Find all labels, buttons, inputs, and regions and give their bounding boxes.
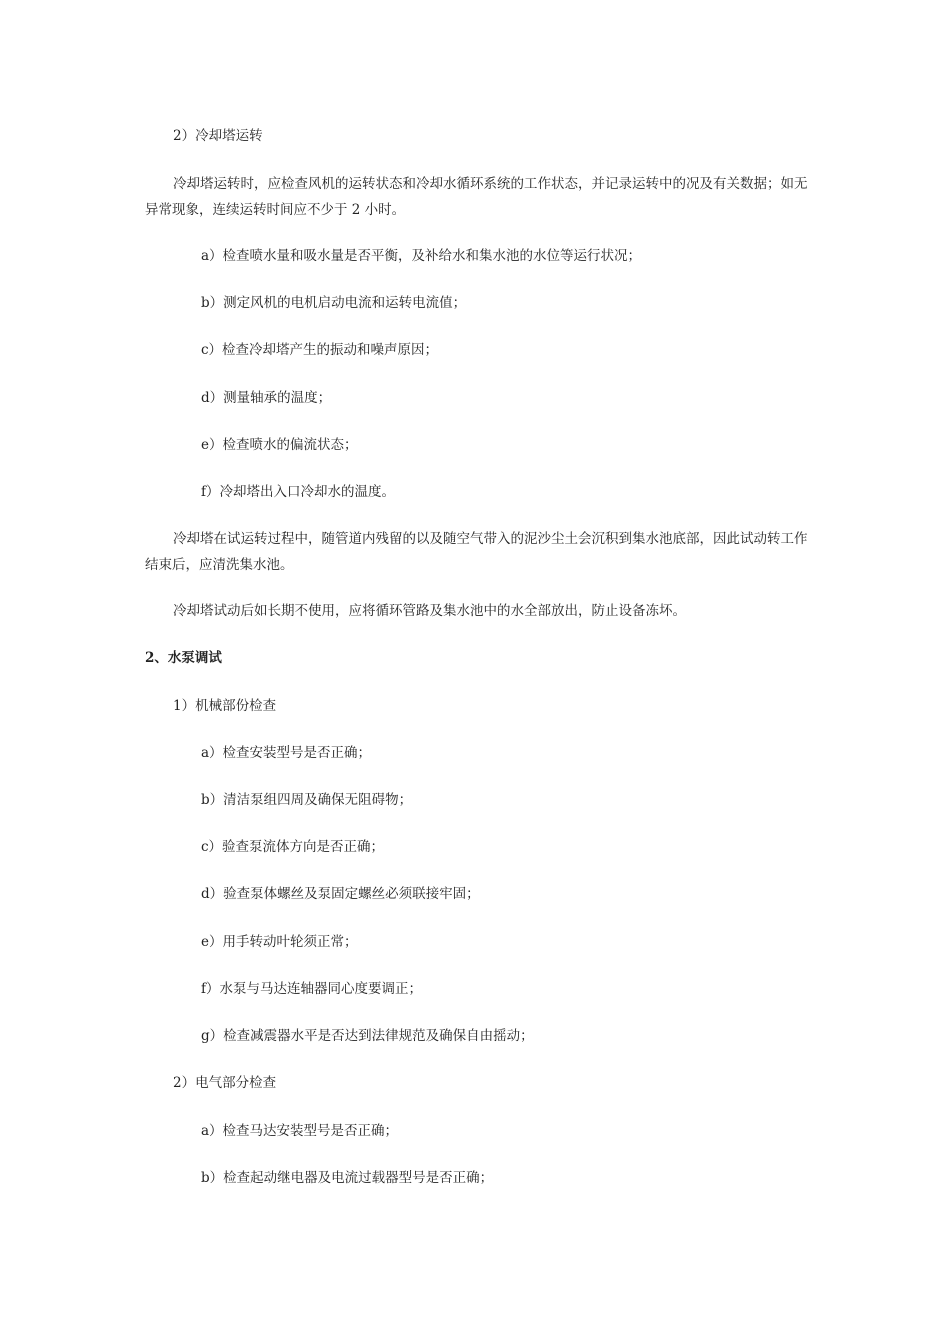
- list-item: e）用手转动叶轮须正常；: [201, 934, 358, 950]
- section-heading-cooling-tower-operation: 2）冷却塔运转: [173, 128, 263, 144]
- list-item: d）测量轴承的温度；: [201, 390, 332, 406]
- list-item: e）检查喷水的偏流状态；: [201, 437, 358, 453]
- list-item: b）测定风机的电机启动电流和运转电流值；: [201, 295, 467, 311]
- subsection-heading-electrical-check: 2）电气部分检查: [173, 1075, 277, 1091]
- list-item: a）检查喷水量和吸水量是否平衡，及补给水和集水池的水位等运行状况；: [201, 248, 642, 264]
- list-item: c）检查冷却塔产生的振动和噪声原因；: [201, 342, 439, 358]
- list-item: g）检查减震器水平是否达到法律规范及确保自由摇动；: [201, 1028, 534, 1044]
- list-item: d）验查泵体螺丝及泵固定螺丝必须联接牢固；: [201, 886, 480, 902]
- list-item: b）检查起动继电器及电流过载器型号是否正确；: [201, 1170, 494, 1186]
- section-heading-pump-commissioning: 2、水泵调试: [145, 650, 222, 666]
- list-item: f）水泵与马达连轴器同心度要调正；: [201, 981, 422, 997]
- subsection-heading-mechanical-check: 1）机械部份检查: [173, 698, 277, 714]
- paragraph-sediment-cleaning: 冷却塔在试运转过程中，随管道内残留的以及随空气带入的泥沙尘土会沉积到集水池底部，因此试动转工作结束后，应清洗集水池。: [145, 531, 808, 573]
- list-item: b）清洁泵组四周及确保无阻碍物；: [201, 792, 413, 808]
- list-item: a）检查安装型号是否正确；: [201, 745, 372, 761]
- list-item: f）冷却塔出入口冷却水的温度。: [201, 484, 395, 500]
- list-item: c）验查泵流体方向是否正确；: [201, 839, 385, 855]
- paragraph-cooling-tower-operation: 冷却塔运转时，应检查风机的运转状态和冷却水循环系统的工作状态，并记录运转中的况及有关数据；如无异常现象，连续运转时间应不少于 2 小时。: [145, 176, 808, 218]
- paragraph-winter-drain: 冷却塔试动后如长期不使用，应将循环管路及集水池中的水全部放出，防止设备冻坏。: [173, 603, 686, 619]
- list-item: a）检查马达安装型号是否正确；: [201, 1123, 399, 1139]
